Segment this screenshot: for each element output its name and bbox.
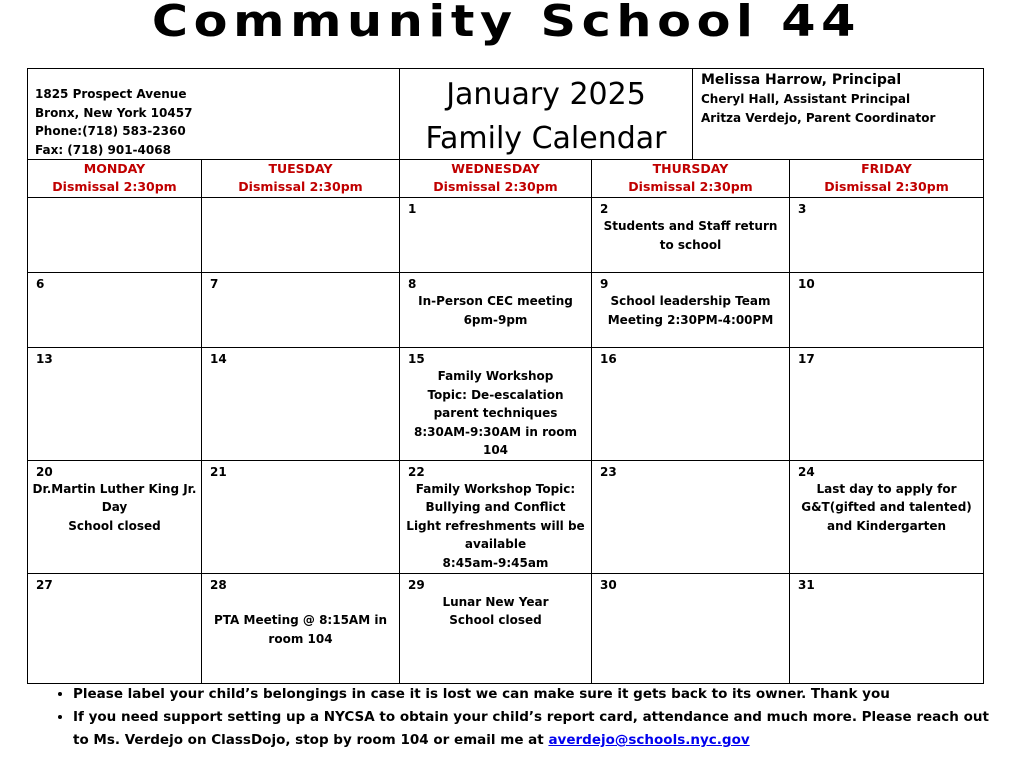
date-number: 24	[798, 464, 815, 479]
week-row	[28, 573, 984, 683]
staff-parent-coordinator: Aritza Verdejo, Parent Coordinator	[701, 111, 936, 125]
day-cell	[28, 273, 202, 348]
event-text: Students and Staff return to school	[603, 219, 778, 252]
event-text: Last day to apply for G&T(gifted and talented) and Kindergarten	[801, 481, 972, 533]
date-number: 22	[408, 464, 425, 479]
date-number: 3	[798, 202, 807, 216]
dismissal-time: Dismissal 2:30pm	[52, 179, 177, 194]
title-month: January 2025	[446, 77, 646, 112]
date-number: 28	[210, 577, 227, 592]
dismissal-time: Dismissal 2:30pm	[824, 179, 949, 194]
day-cell	[790, 273, 984, 348]
date-number	[28, 198, 201, 201]
date-number: 27	[36, 577, 53, 592]
day-cell	[202, 198, 400, 273]
day-cell	[790, 573, 984, 683]
date-number: 2	[600, 202, 609, 216]
event-text: PTA Meeting @ 8:15AM in room 104	[214, 613, 387, 646]
day-cell	[202, 273, 400, 348]
date-number: 30	[600, 577, 617, 592]
event-text: School leadership Team Meeting 2:30PM-4:00PM	[607, 294, 774, 327]
weekday-header-wednesday	[400, 160, 592, 198]
day-cell	[592, 460, 790, 573]
event-text: Family Workshop	[437, 369, 554, 383]
date-number: 15	[408, 352, 425, 366]
date-number: 13	[36, 352, 53, 366]
school-name-heading: Community School 44	[151, 0, 862, 47]
date-number: 23	[600, 464, 617, 479]
date-number: 16	[600, 352, 617, 366]
event-text: 8:45am-9:45am	[442, 555, 549, 570]
date-number	[202, 198, 399, 201]
event-text: Bullying and Conflict	[425, 500, 566, 514]
notes-list	[45, 683, 1003, 752]
note-text: Please label your child’s belongings in case it is lost we can make sure it gets back to its owner. Thank you	[73, 686, 890, 702]
day-cell	[592, 273, 790, 348]
weekday-header-tuesday	[202, 160, 400, 198]
date-number: 1	[408, 202, 417, 216]
weekday-name: FRIDAY	[861, 161, 912, 176]
dismissal-time: Dismissal 2:30pm	[433, 179, 558, 194]
note-item	[73, 683, 1003, 706]
event-text: Family Workshop Topic:	[415, 481, 576, 496]
week-row	[28, 273, 984, 348]
week-row	[28, 198, 984, 273]
date-number: 7	[210, 277, 219, 291]
weekday-header-thursday	[592, 160, 790, 198]
date-number: 9	[600, 277, 609, 291]
staff-assistant-principal: Cheryl Hall, Assistant Principal	[701, 92, 911, 106]
note-text: If you need support setting up a NYCSA to obtain your child’s report card, attendance and much more. Please reach out to Ms. Verdejo on ClassDojo, stop by room 104 or email me at	[73, 709, 989, 748]
staff-list	[693, 69, 983, 159]
event-text: Topic: De-escalation parent techniques	[427, 387, 564, 420]
event-text: Light refreshments will be available	[406, 518, 585, 551]
staff-principal: Melissa Harrow, Principal	[701, 72, 902, 88]
date-number: 20	[36, 464, 53, 479]
weekday-name: WEDNESDAY	[451, 161, 540, 176]
day-cell	[790, 348, 984, 461]
phone-number: Phone:(718) 583-2360	[35, 124, 186, 138]
note-item	[73, 706, 1003, 752]
title-subtitle: Family Calendar	[425, 121, 667, 156]
day-cell	[202, 573, 400, 683]
date-number: 6	[36, 277, 45, 291]
week-row	[28, 460, 984, 573]
weekday-header-row	[28, 160, 984, 198]
day-cell	[28, 198, 202, 273]
weekday-name: THURSDAY	[652, 161, 729, 176]
calendar-title-cell	[400, 69, 984, 160]
day-cell	[592, 573, 790, 683]
date-number: 21	[210, 464, 227, 479]
day-cell	[400, 348, 592, 461]
day-cell	[400, 460, 592, 573]
weekday-name: MONDAY	[83, 161, 146, 176]
event-text: 8:30AM-9:30AM in room 104	[413, 424, 578, 457]
calendar-table	[27, 68, 984, 684]
date-number: 10	[798, 277, 815, 291]
day-cell	[202, 348, 400, 461]
day-cell	[790, 460, 984, 573]
school-address	[28, 69, 400, 160]
weekday-header-monday	[28, 160, 202, 198]
email-link[interactable]: averdejo@schools.nyc.gov	[548, 732, 750, 748]
dismissal-time: Dismissal 2:30pm	[238, 179, 363, 194]
calendar-title	[400, 69, 693, 159]
day-cell	[28, 573, 202, 683]
day-cell	[592, 198, 790, 273]
date-number: 8	[408, 277, 417, 291]
address-street: 1825 Prospect Avenue	[35, 87, 187, 101]
date-number: 14	[210, 352, 227, 366]
dismissal-time: Dismissal 2:30pm	[628, 179, 753, 194]
date-number: 29	[408, 577, 425, 592]
day-cell	[400, 573, 592, 683]
event-text	[202, 593, 399, 612]
event-text: 6pm-9pm	[463, 312, 528, 327]
weekday-header-friday	[790, 160, 984, 198]
event-text: School closed	[449, 613, 542, 627]
day-cell	[400, 198, 592, 273]
fax-number: Fax: (718) 901-4068	[35, 142, 171, 157]
weekday-name: TUESDAY	[268, 161, 333, 176]
day-cell	[28, 460, 202, 573]
event-text: Dr.Martin Luther King Jr. Day	[32, 481, 197, 514]
event-text: Lunar New Year	[442, 594, 549, 609]
event-text: School closed	[68, 518, 161, 533]
date-number: 31	[798, 577, 815, 592]
date-number: 17	[798, 352, 815, 366]
event-text: In-Person CEC meeting	[418, 294, 573, 308]
day-cell	[202, 460, 400, 573]
day-cell	[28, 348, 202, 461]
day-cell	[400, 273, 592, 348]
week-row	[28, 348, 984, 461]
day-cell	[790, 198, 984, 273]
address-city: Bronx, New York 10457	[35, 105, 193, 120]
day-cell	[592, 348, 790, 461]
